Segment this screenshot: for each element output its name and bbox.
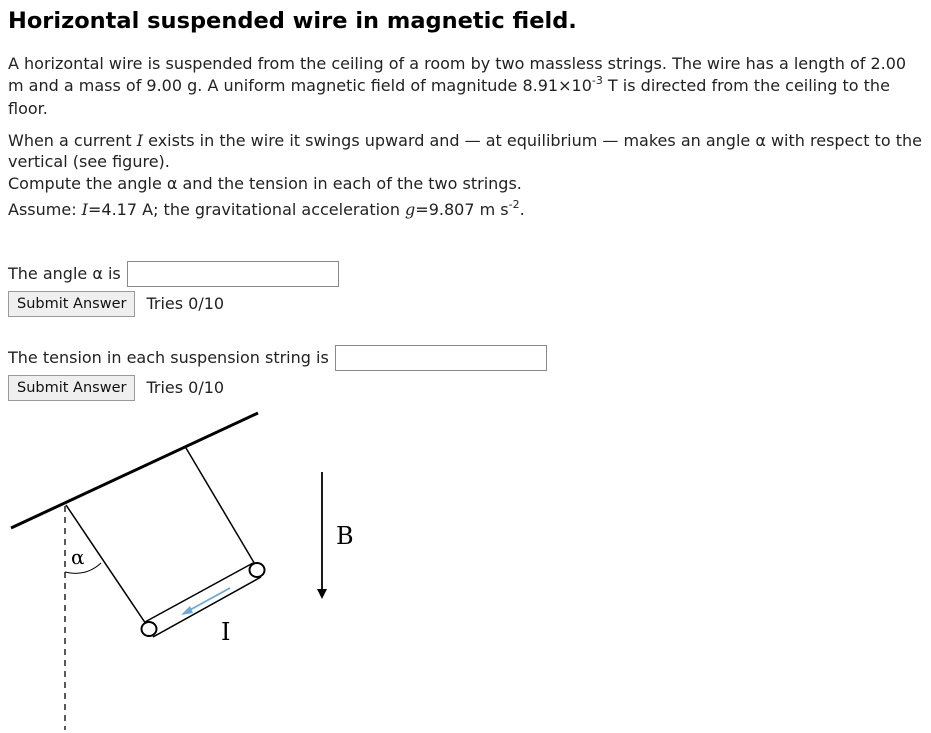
submit-tension-button[interactable]: Submit Answer	[8, 375, 135, 401]
problem-paragraph-2: When a current I exists in the wire it swings upward and — at equilibrium — makes an angle α with respect to the vertical (see figure). Compute the angle α and the tension in each of the two strings.	[8, 130, 922, 193]
field-arrow-head	[317, 589, 327, 599]
current-arrow-head	[181, 606, 193, 615]
assumptions: Assume: I=4.17 A; the gravitational acceleration g=9.807 m $s^{-2}$.	[8, 198, 525, 219]
alpha-label: α	[71, 545, 85, 569]
question-angle	[8, 261, 923, 287]
wire-bottom-edge	[153, 577, 261, 637]
wire-left-end	[142, 622, 157, 636]
tension-tries: Tries 0/10	[146, 378, 225, 397]
angle-label: The angle α is	[8, 264, 121, 283]
field-label: B	[336, 522, 354, 550]
tension-submit-row	[8, 375, 923, 401]
right-string	[186, 448, 256, 566]
wire-right-end	[250, 563, 265, 577]
wire-top-edge	[145, 563, 253, 622]
page-title: Horizontal suspended wire in magnetic field.	[8, 8, 577, 34]
tension-input[interactable]	[335, 345, 547, 371]
wire-figure	[0, 400, 400, 733]
angle-input[interactable]	[127, 261, 339, 287]
submit-angle-button[interactable]: Submit Answer	[8, 291, 135, 317]
ceiling-line	[11, 413, 258, 528]
angle-submit-row	[8, 291, 923, 317]
current-arrow-shaft	[188, 588, 230, 611]
angle-tries: Tries 0/10	[146, 294, 225, 313]
current-label: I	[221, 618, 231, 646]
tension-label: The tension in each suspension string is	[8, 348, 329, 367]
question-tension	[8, 345, 923, 371]
problem-paragraph-1: A horizontal wire is suspended from the ceiling of a room by two massless strings. The wire has a length of 2.00 m and a mass of 9.00 g. A uniform magnetic field of magnitude $8.91\times 10^{-3}$ T is directed from the ceiling to the floor.	[8, 54, 907, 118]
